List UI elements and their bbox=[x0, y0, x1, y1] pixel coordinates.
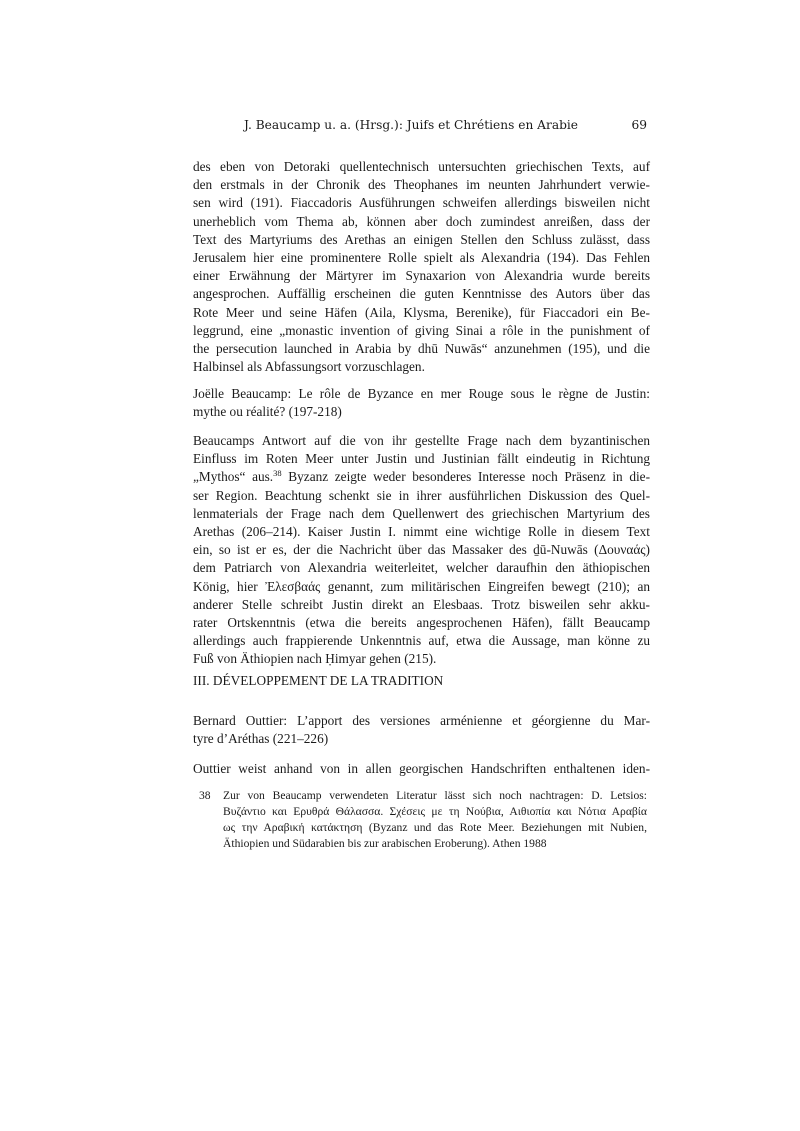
footnote-reference[interactable]: 38 bbox=[273, 468, 282, 479]
text-line: Jerusalem hier eine prominentere Rolle spielt als Alexandria (194). Das Fehlen bbox=[193, 249, 650, 265]
entry-title-beaucamp bbox=[193, 385, 650, 421]
text-line: des eben von Detoraki quellentechnisch untersuchten griechischen Texts, auf bbox=[193, 159, 650, 174]
entry-title-line: Joëlle Beaucamp: Le rôle de Byzance en mer Rouge sous le règne de Justin: bbox=[193, 386, 650, 401]
text-line: anderer Stelle schreibt Justin direkt an Elesbaas. Trotz bisweilen sehr akku- bbox=[193, 596, 650, 612]
text-line: unerheblich vom Thema ab, können aber doch zumindest anreißen, dass der bbox=[193, 213, 650, 229]
text-line: ein, so ist er es, der die Nachricht über das Massaker des ḏū-Nuwās (Δουναάς) bbox=[193, 542, 650, 558]
text-line: the persecution launched in Arabia by dhū Nuwās“ anzunehmen (195), und die bbox=[193, 340, 650, 356]
running-header bbox=[193, 118, 650, 136]
text-line: leggrund, eine „monastic invention of giving Sinai a rôle in the punishment of bbox=[193, 322, 650, 338]
footnote-number: 38 bbox=[199, 789, 211, 802]
footnote-line: Βυζάντιο και Ερυθρά Θάλασσα. Σχέσεις με τη Νούβια, Αιθιοπία και Νότια Αραβία bbox=[223, 805, 647, 818]
text-line: König, hier Ἐλεσβαάς genannt, zum militärischen Eingreifen bewegt (210); an bbox=[193, 578, 650, 594]
text-line: Arethas (206–214). Kaiser Justin I. nimmt eine wichtige Rolle in diesem Text bbox=[193, 523, 650, 539]
text-line-with-footnote: „Mythos“ aus.$^{38}$ Byzanz zeigte weder besonderes Interesse noch Präsenz in die- bbox=[193, 468, 650, 485]
footnote-line: ως την Αραβική κατάκτηση (Byzanz und das Rote Meer. Beziehungen mit Nubien, bbox=[223, 821, 647, 834]
entry-body-beaucamp bbox=[193, 432, 650, 668]
section-heading: III. DÉVELOPPEMENT DE LA TRADITION bbox=[193, 673, 444, 688]
running-title: J. Beaucamp u. a. (Hrsg.): Juifs et Chrétiens en Arabie bbox=[244, 118, 578, 132]
text-line: lenmaterials der Frage nach dem Quellenwert des griechischen Martyrium des bbox=[193, 505, 650, 521]
text-line: Fuß von Äthiopien nach Ḥimyar gehen (215). bbox=[193, 651, 437, 667]
footnote-line: Äthiopien und Südarabien bis zur arabischen Eroberung). Athen 1988 bbox=[223, 837, 547, 850]
text-line: Einfluss im Roten Meer unter Justin und Justinian fällt eindeutig in Richtung bbox=[193, 451, 650, 467]
text-line: Beaucamps Antwort auf die von ihr gestellte Frage nach dem byzantinischen bbox=[193, 433, 650, 448]
paragraph-continuation bbox=[193, 158, 650, 376]
text-line: allerdings auch frappierende Unkenntnis auf, etwa die Aussage, man könne zu bbox=[193, 633, 650, 649]
text-line: rater Ortskenntnis (etwa die bereits angesprochenen Häfen), fällt Beaucamp bbox=[193, 614, 650, 630]
entry-title-line: Bernard Outtier: L’apport des versiones arménienne et géorgienne du Mar- bbox=[193, 713, 650, 728]
text-line: dem Patriarch von Alexandria weiterleitet, welcher daraufhin den äthiopischen bbox=[193, 560, 650, 576]
entry-title-line: mythe ou réalité? (197-218) bbox=[193, 404, 342, 420]
text-line: Halbinsel als Abfassungsort vorzuschlagen. bbox=[193, 359, 425, 375]
text-line: ser Region. Beachtung schenkt sie in ihrer ausführlichen Diskussion des Quel- bbox=[193, 487, 650, 503]
entry-body-outtier bbox=[193, 760, 650, 778]
text-line: einer Erwähnung der Märtyrer im Synaxarion von Alexandria wurde bereits bbox=[193, 268, 650, 284]
entry-title-outtier bbox=[193, 712, 650, 748]
text-line: Text des Martyriums des Arethas an einigen Stellen den Schluss zulässt, dass bbox=[193, 231, 650, 247]
footnote-line: Zur von Beaucamp verwendeten Literatur lässt sich noch nachtragen: D. Letsios: bbox=[223, 789, 647, 802]
text-line: Outtier weist anhand von in allen georgischen Handschriften enthaltenen iden- bbox=[193, 761, 650, 776]
page-number: 69 bbox=[631, 118, 647, 132]
text-line: sen wird (191). Fiaccadoris Ausführungen schweifen allerdings bisweilen nicht bbox=[193, 195, 650, 211]
entry-title-line: tyre d’Aréthas (221–226) bbox=[193, 731, 329, 747]
text-line: den erstmals in der Chronik des Theophanes im neunten Jahrhundert verwie- bbox=[193, 177, 650, 193]
text-line: angesprochen. Auffällig erscheinen die guten Kenntnisse des Autors über das bbox=[193, 286, 650, 302]
text-line: Rote Meer und seine Häfen (Aila, Klysma, Berenike), für Fiaccadori ein Be- bbox=[193, 304, 650, 320]
footnote-body bbox=[223, 788, 647, 852]
